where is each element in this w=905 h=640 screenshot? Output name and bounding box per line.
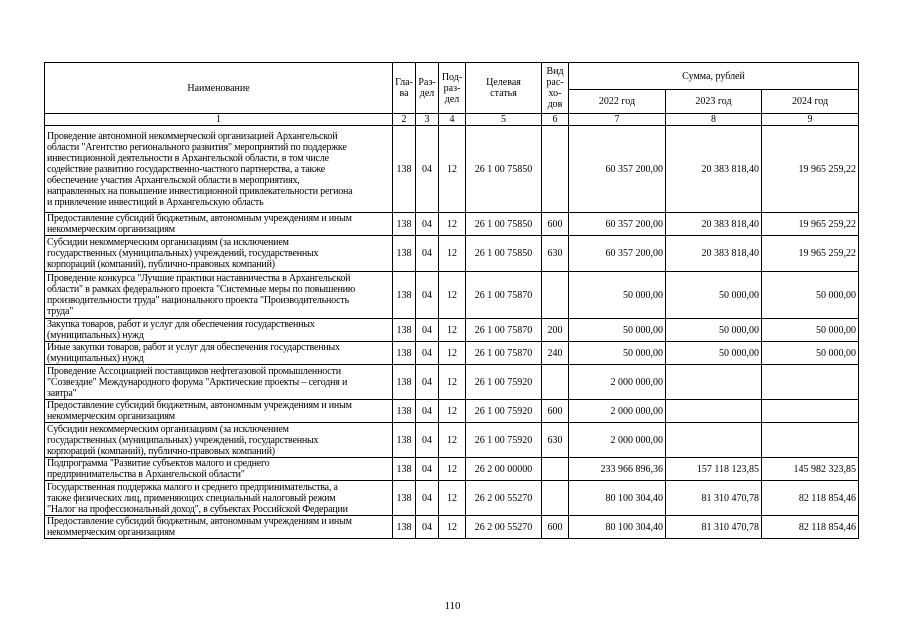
row-sum-2022: 50 000,00 [569,272,666,319]
table-row [45,236,859,272]
row-name: Субсидии некоммерческим организациям (за исключением государственных (муниципальных) учреждений, государственных корпораций (компаний), публично-правовых компаний) [45,423,393,458]
row-name: Государственная поддержка малого и среднего предпринимательства, а также физических лиц, применяющих специальный налоговый режим "Налог на профессиональный доход", в субъектах Российской Федерации [45,481,393,516]
row-podrazdel: 12 [439,423,466,458]
col-index: 2 [393,114,416,126]
row-glava: 138 [393,458,416,481]
row-razdel: 04 [416,236,439,272]
row-razdel: 04 [416,516,439,539]
row-sum-2023: 20 383 818,40 [666,126,762,213]
row-sum-2023: 50 000,00 [666,319,762,342]
row-razdel: 04 [416,319,439,342]
row-vid [542,272,569,319]
col-index: 1 [45,114,393,126]
row-sum-2022: 50 000,00 [569,319,666,342]
table-row [45,272,859,319]
row-sum-2022: 2 000 000,00 [569,423,666,458]
row-sum-2024: 19 965 259,22 [762,126,859,213]
col-index: 3 [416,114,439,126]
row-vid: 200 [542,319,569,342]
row-name: Предоставление субсидий бюджетным, автономным учреждениям и иным некоммерческим организациям [45,213,393,236]
page-number: 110 [444,600,461,612]
header-razdel: Раз- дел [416,63,439,114]
table-row [45,481,859,516]
row-glava: 138 [393,272,416,319]
row-glava: 138 [393,236,416,272]
row-sum-2022: 80 100 304,40 [569,516,666,539]
header-vid: Вид рас- хо- дов [542,63,569,114]
header-podrazdel: Под- раз- дел [439,63,466,114]
row-glava: 138 [393,342,416,365]
row-podrazdel: 12 [439,319,466,342]
row-target: 26 1 00 75870 [466,319,542,342]
row-glava: 138 [393,365,416,400]
row-target: 26 1 00 75850 [466,126,542,213]
row-name: Предоставление субсидий бюджетным, автономным учреждениям и иным некоммерческим организациям [45,516,393,539]
row-vid [542,365,569,400]
row-target: 26 1 00 75870 [466,272,542,319]
row-podrazdel: 12 [439,400,466,423]
row-target: 26 1 00 75850 [466,213,542,236]
column-index-row [45,114,859,126]
row-sum-2024: 50 000,00 [762,319,859,342]
table-row [45,458,859,481]
row-sum-2024: 82 118 854,46 [762,516,859,539]
header-year-2022: 2022 год [569,90,666,114]
table-body [45,126,859,539]
row-podrazdel: 12 [439,365,466,400]
row-vid [542,458,569,481]
header-target: Целевая статья [466,63,542,114]
row-target: 26 1 00 75920 [466,365,542,400]
table-row [45,126,859,213]
row-name: Иные закупки товаров, работ и услуг для обеспечения государственных (муниципальных) нужд [45,342,393,365]
row-name: Подпрограмма "Развитие субъектов малого и среднего предпринимательства в Архангельской области" [45,458,393,481]
row-sum-2022: 60 357 200,00 [569,126,666,213]
row-sum-2024: 50 000,00 [762,342,859,365]
row-razdel: 04 [416,342,439,365]
row-sum-2024: 82 118 854,46 [762,481,859,516]
row-sum-2023 [666,400,762,423]
col-index: 8 [666,114,762,126]
row-sum-2022: 60 357 200,00 [569,213,666,236]
row-sum-2024 [762,423,859,458]
row-sum-2023: 20 383 818,40 [666,236,762,272]
row-sum-2022: 2 000 000,00 [569,365,666,400]
row-glava: 138 [393,400,416,423]
row-sum-2024: 145 982 323,85 [762,458,859,481]
row-razdel: 04 [416,126,439,213]
table-row [45,516,859,539]
row-sum-2024 [762,365,859,400]
row-sum-2022: 50 000,00 [569,342,666,365]
row-razdel: 04 [416,458,439,481]
row-name: Субсидии некоммерческим организациям (за исключением государственных (муниципальных) учреждений, государственных корпораций (компаний), публично-правовых компаний) [45,236,393,272]
row-sum-2023: 81 310 470,78 [666,481,762,516]
row-sum-2023: 20 383 818,40 [666,213,762,236]
budget-table [44,62,859,539]
row-target: 26 2 00 00000 [466,458,542,481]
row-vid: 630 [542,423,569,458]
header-name: Наименование [45,63,393,114]
row-vid: 630 [542,236,569,272]
row-podrazdel: 12 [439,126,466,213]
col-index: 6 [542,114,569,126]
row-target: 26 1 00 75850 [466,236,542,272]
header-year-2024: 2024 год [762,90,859,114]
row-podrazdel: 12 [439,213,466,236]
row-sum-2024 [762,400,859,423]
header-year-2023: 2023 год [666,90,762,114]
row-name: Проведение Ассоциацией поставщиков нефтегазовой промышленности "Созвездие" Международного форума "Арктические проекты – сегодня и завтра" [45,365,393,400]
row-sum-2024: 50 000,00 [762,272,859,319]
row-vid: 600 [542,400,569,423]
row-razdel: 04 [416,213,439,236]
row-name: Проведение автономной некоммерческой организацией Архангельской области "Агентство регионального развития" мероприятий по поддержке инвестиционной деятельности в Архангельской области, в том числе содействие развитию государственно-частного партнерства, а также обеспечение участия Архангельской области в мероприятиях, направленных на повышение инвестиционной привлекательности региона и привлечение инвестиций в Архангельскую область [45,126,393,213]
row-glava: 138 [393,481,416,516]
row-glava: 138 [393,126,416,213]
row-name: Предоставление субсидий бюджетным, автономным учреждениям и иным некоммерческим организациям [45,400,393,423]
row-target: 26 2 00 55270 [466,516,542,539]
row-vid: 240 [542,342,569,365]
col-index: 4 [439,114,466,126]
col-index: 9 [762,114,859,126]
table-row [45,213,859,236]
row-podrazdel: 12 [439,458,466,481]
header-sum: Сумма, рублей [569,63,859,90]
row-target: 26 1 00 75870 [466,342,542,365]
row-sum-2023: 50 000,00 [666,272,762,319]
table-row [45,400,859,423]
row-podrazdel: 12 [439,272,466,319]
row-target: 26 2 00 55270 [466,481,542,516]
row-vid [542,126,569,213]
row-vid [542,481,569,516]
row-podrazdel: 12 [439,481,466,516]
row-name: Закупка товаров, работ и услуг для обеспечения государственных (муниципальных) нужд [45,319,393,342]
row-sum-2024: 19 965 259,22 [762,236,859,272]
table-row [45,319,859,342]
row-sum-2022: 60 357 200,00 [569,236,666,272]
row-sum-2024: 19 965 259,22 [762,213,859,236]
row-sum-2022: 2 000 000,00 [569,400,666,423]
row-sum-2022: 80 100 304,40 [569,481,666,516]
row-vid: 600 [542,516,569,539]
row-glava: 138 [393,319,416,342]
table-row [45,423,859,458]
row-razdel: 04 [416,365,439,400]
row-target: 26 1 00 75920 [466,400,542,423]
row-name: Проведение конкурса "Лучшие практики наставничества в Архангельской области" в рамках федерального проекта "Системные меры по повышению производительности труда" национального проекта "Производительность труда" [45,272,393,319]
row-razdel: 04 [416,272,439,319]
row-glava: 138 [393,516,416,539]
row-podrazdel: 12 [439,236,466,272]
row-vid: 600 [542,213,569,236]
row-glava: 138 [393,213,416,236]
row-podrazdel: 12 [439,516,466,539]
col-index: 5 [466,114,542,126]
row-sum-2023: 50 000,00 [666,342,762,365]
table-row [45,342,859,365]
row-razdel: 04 [416,481,439,516]
row-razdel: 04 [416,400,439,423]
row-glava: 138 [393,423,416,458]
row-sum-2023 [666,365,762,400]
table-row [45,365,859,400]
row-target: 26 1 00 75920 [466,423,542,458]
header-glava: Гла- ва [393,63,416,114]
row-sum-2023: 157 118 123,85 [666,458,762,481]
row-razdel: 04 [416,423,439,458]
row-sum-2023: 81 310 470,78 [666,516,762,539]
col-index: 7 [569,114,666,126]
row-sum-2023 [666,423,762,458]
row-podrazdel: 12 [439,342,466,365]
row-sum-2022: 233 966 896,36 [569,458,666,481]
